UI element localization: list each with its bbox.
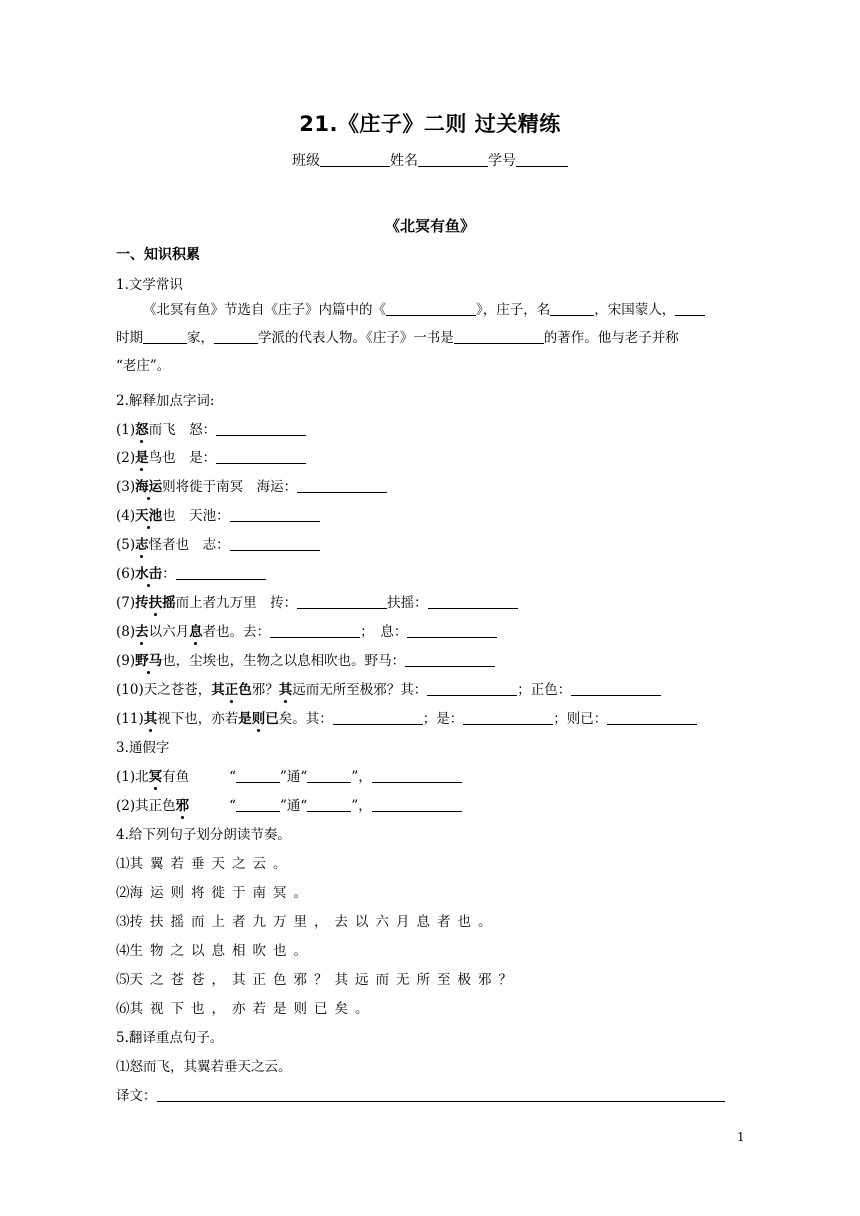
q2-item-3: (3)海运则将徙于南冥 海运： (116, 475, 387, 495)
q2-item-4: (4)天池也 天池： (116, 504, 320, 524)
part-heading: 一、知识积累 (116, 247, 200, 263)
dotted-word: 冥 (148, 769, 163, 785)
answer-blank[interactable] (270, 622, 360, 638)
dotted-word: 去 (135, 624, 149, 640)
page-number: 1 (737, 1130, 745, 1144)
q1-paragraph (116, 296, 748, 380)
q2-item-6: (6)水击： (116, 562, 266, 582)
name-label: 姓名 (390, 153, 418, 169)
dotted-word: 其 (143, 711, 158, 727)
q3-item-1: (1)北冥有鱼 “ ”通“ ”， (116, 765, 462, 785)
q1-line-2: 时期 家， 学派的代表人物。《庄子》一书是 的著作。他与老子并称 (116, 330, 679, 346)
blank-book-nature[interactable] (454, 328, 544, 344)
id-label: 学号 (488, 153, 516, 169)
answer-blank[interactable] (607, 709, 697, 725)
dotted-word: 抟扶摇 (135, 595, 176, 611)
dotted-word: 野马 (135, 653, 163, 669)
answer-blank[interactable] (307, 796, 351, 812)
answer-blank[interactable] (463, 709, 553, 725)
q5-item-1: ⑴怒而飞，其翼若垂天之云。 (116, 1059, 292, 1075)
q4-item-6: ⑹其视下也，亦若是则已矣。 (116, 1001, 376, 1017)
dotted-word: 海运 (135, 479, 163, 495)
blank-period[interactable] (675, 300, 705, 316)
dotted-word: 怒 (135, 422, 149, 438)
q2-heading: 2.解释加点字词: (116, 393, 215, 409)
q4-item-4: ⑷生物之以息相吹也。 (116, 943, 314, 959)
q2-item-2: (2)是鸟也 是： (116, 446, 306, 466)
dotted-word: 水击 (135, 566, 163, 582)
answer-blank[interactable] (216, 448, 306, 464)
translation-blank[interactable] (157, 1086, 725, 1102)
blank-pian-name[interactable] (386, 300, 476, 316)
dotted-word: 志 (135, 537, 149, 553)
answer-blank[interactable] (176, 564, 266, 580)
dotted-word: 是 (135, 450, 149, 466)
answer-blank[interactable] (236, 767, 280, 783)
answer-blank[interactable] (230, 535, 320, 551)
q4-item-5: ⑸天之苍苍，其正色邪？其远而无所至极邪？ (116, 972, 519, 988)
answer-blank[interactable] (236, 796, 280, 812)
q4-item-2: ⑵海运则将徙于南冥。 (116, 885, 314, 901)
answer-blank[interactable] (571, 680, 661, 696)
answer-blank[interactable] (333, 709, 423, 725)
q3-heading: 3.通假字 (116, 740, 170, 756)
dotted-word: 天池 (135, 508, 163, 524)
q3-item-2: (2)其正色邪 “ ”通“ ”， (116, 794, 462, 814)
answer-blank[interactable] (297, 477, 387, 493)
id-blank[interactable] (516, 151, 568, 167)
dotted-word: 邪 (175, 798, 190, 814)
q1-line-1: 《北冥有鱼》节选自《庄子》内篇中的《 》，庄子，名 ，宋国蒙人， (116, 296, 748, 324)
answer-blank[interactable] (427, 680, 517, 696)
blank-school-type[interactable] (143, 328, 187, 344)
blank-school[interactable] (214, 328, 258, 344)
answer-blank[interactable] (428, 593, 518, 609)
dotted-word: 是则已 (238, 711, 279, 727)
q2-item-10: (10)天之苍苍，其正色邪？其远而无所至极邪？其： ；正色： (116, 678, 661, 698)
answer-blank[interactable] (372, 796, 462, 812)
answer-blank[interactable] (216, 420, 306, 436)
q5-translation: 译文： (116, 1084, 725, 1104)
answer-blank[interactable] (405, 651, 495, 667)
dotted-word: 其 (278, 682, 293, 698)
answer-blank[interactable] (407, 622, 497, 638)
q2-item-1: (1)怒而飞 怒： (116, 418, 306, 438)
q1-heading: 1.文学常识 (116, 277, 183, 293)
q2-item-8: (8)去以六月息者也。去： ； 息： (116, 620, 497, 640)
q1-line-3: “老庄”。 (116, 358, 171, 374)
section-title: 《北冥有鱼》 (384, 217, 475, 235)
answer-blank[interactable] (230, 506, 320, 522)
q4-item-1: ⑴其翼若垂天之云。 (116, 856, 294, 872)
dotted-word: 其正色 (211, 682, 252, 698)
answer-blank[interactable] (297, 593, 387, 609)
student-info-line (0, 150, 860, 170)
q2-item-9: (9)野马也，尘埃也，生物之以息相吹也。野马： (116, 649, 495, 669)
answer-blank[interactable] (372, 767, 462, 783)
q4-item-3: ⑶抟扶摇而上者九万里，去以六月息者也。 (116, 914, 499, 930)
answer-blank[interactable] (307, 767, 351, 783)
blank-zhuangzi-name[interactable] (550, 300, 594, 316)
q5-heading: 5.翻译重点句子。 (116, 1030, 224, 1046)
q2-item-7: (7)抟扶摇而上者九万里 抟： 扶摇： (116, 591, 518, 611)
class-blank[interactable] (320, 151, 390, 167)
q2-item-11: (11)其视下也，亦若是则已矣。其： ；是： ；则已： (116, 707, 697, 727)
dotted-word: 息 (189, 624, 203, 640)
q4-heading: 4.给下列句子划分朗读节奏。 (116, 827, 291, 843)
name-blank[interactable] (418, 151, 488, 167)
class-label: 班级 (292, 153, 320, 169)
page-title: 21.《庄子》二则 过关精练 (299, 112, 561, 136)
q2-item-5: (5)志怪者也 志： (116, 533, 320, 553)
